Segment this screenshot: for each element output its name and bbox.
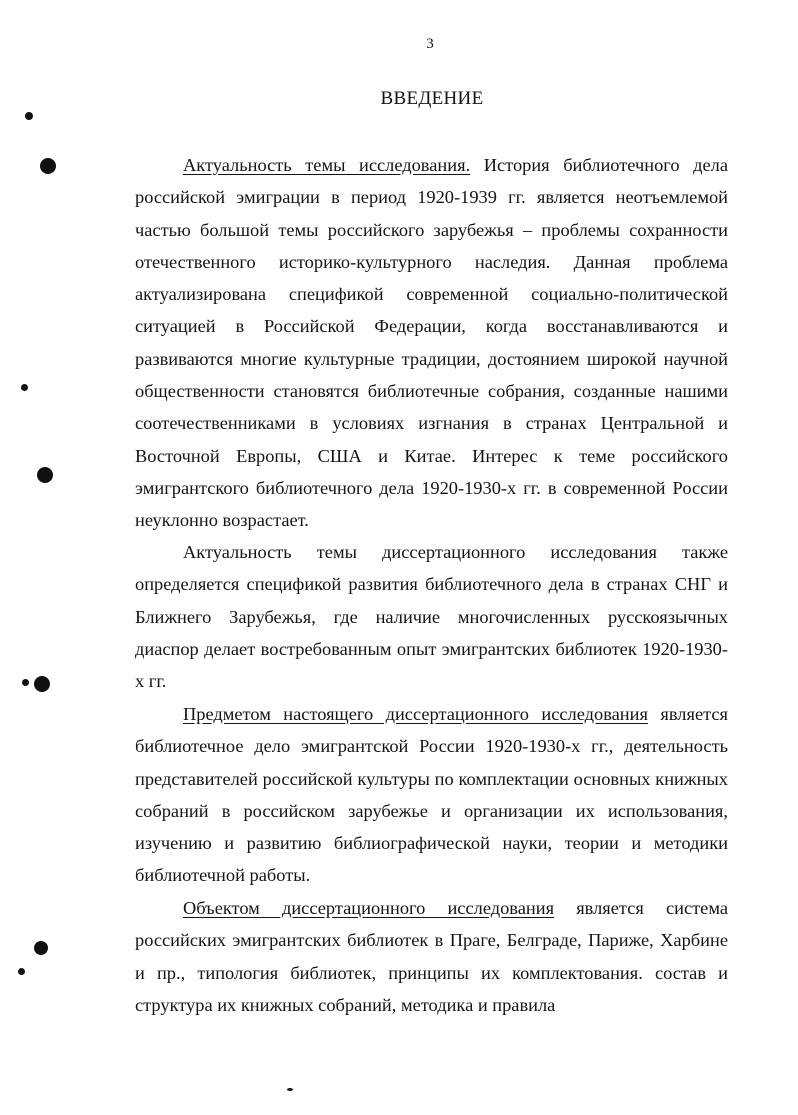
scan-speck — [22, 679, 29, 686]
paragraph-object — [135, 892, 728, 1021]
binder-hole-mark — [37, 467, 53, 483]
scan-speck — [21, 384, 28, 391]
paragraph-relevance — [135, 149, 728, 537]
scan-speck — [25, 112, 33, 120]
binder-hole-mark — [34, 676, 50, 692]
paragraph-relevance-continued — [135, 536, 728, 697]
binder-hole-mark — [40, 158, 56, 174]
paragraph-lead: Объектом диссертационного исследования — [183, 898, 555, 918]
paragraph-text: является система российских эмигрантских библиотек в Праге, Белграде, Париже, Харбине и пр., типология библиотек, принципы их комплектования. состав и структура их книжных собраний, методика и правила — [135, 898, 728, 1015]
paragraph-text: Актуальность темы диссертационного исследования также определяется спецификой развития библиотечного дела в странах СНГ и Ближнего Зарубежья, где наличие многочисленных русскоязычных диаспор делает востребованным опыт эмигрантских библиотек 1920-1930-х гг. — [135, 542, 728, 692]
scan-speck — [18, 968, 25, 975]
paragraph-lead: Актуальность темы исследования. — [183, 155, 471, 175]
page-title: ВВЕДЕНИЕ — [380, 88, 484, 109]
scan-speck — [287, 1088, 293, 1091]
paragraph-lead: Предметом настоящего диссертационного исследования — [183, 704, 648, 724]
paragraph-text: является библиотечное дело эмигрантской России 1920-1930-х гг., деятельность представителей российской культуры по комплектации основных книжных собраний в российском зарубежье и организации их использования, изучению и развитию библиографической науки, теории и методики библиотечной работы. — [135, 704, 728, 886]
paragraph-text: История библиотечного дела российской эмиграции в период 1920-1939 гг. является неотъемлемой частью большой темы российского зарубежья – проблемы сохранности отечественного историко-культурного наследия. Данная проблема актуализирована спецификой современной социально-политической ситуацией в Российской Федерации, когда восстанавливаются и развиваются многие культурные традиции, достоянием широкой научной общественности становятся библиотечные собрания, созданные нашими соотечественниками в условиях изгнания в странах Центральной и Восточной Европы, США и Китае. Интерес к теме российского эмигрантского библиотечного дела 1920-1930-х гг. в современной России неуклонно возрастает. — [135, 155, 728, 531]
binder-hole-mark — [34, 941, 48, 955]
page-number: 3 — [426, 36, 434, 52]
paragraph-subject — [135, 698, 728, 892]
